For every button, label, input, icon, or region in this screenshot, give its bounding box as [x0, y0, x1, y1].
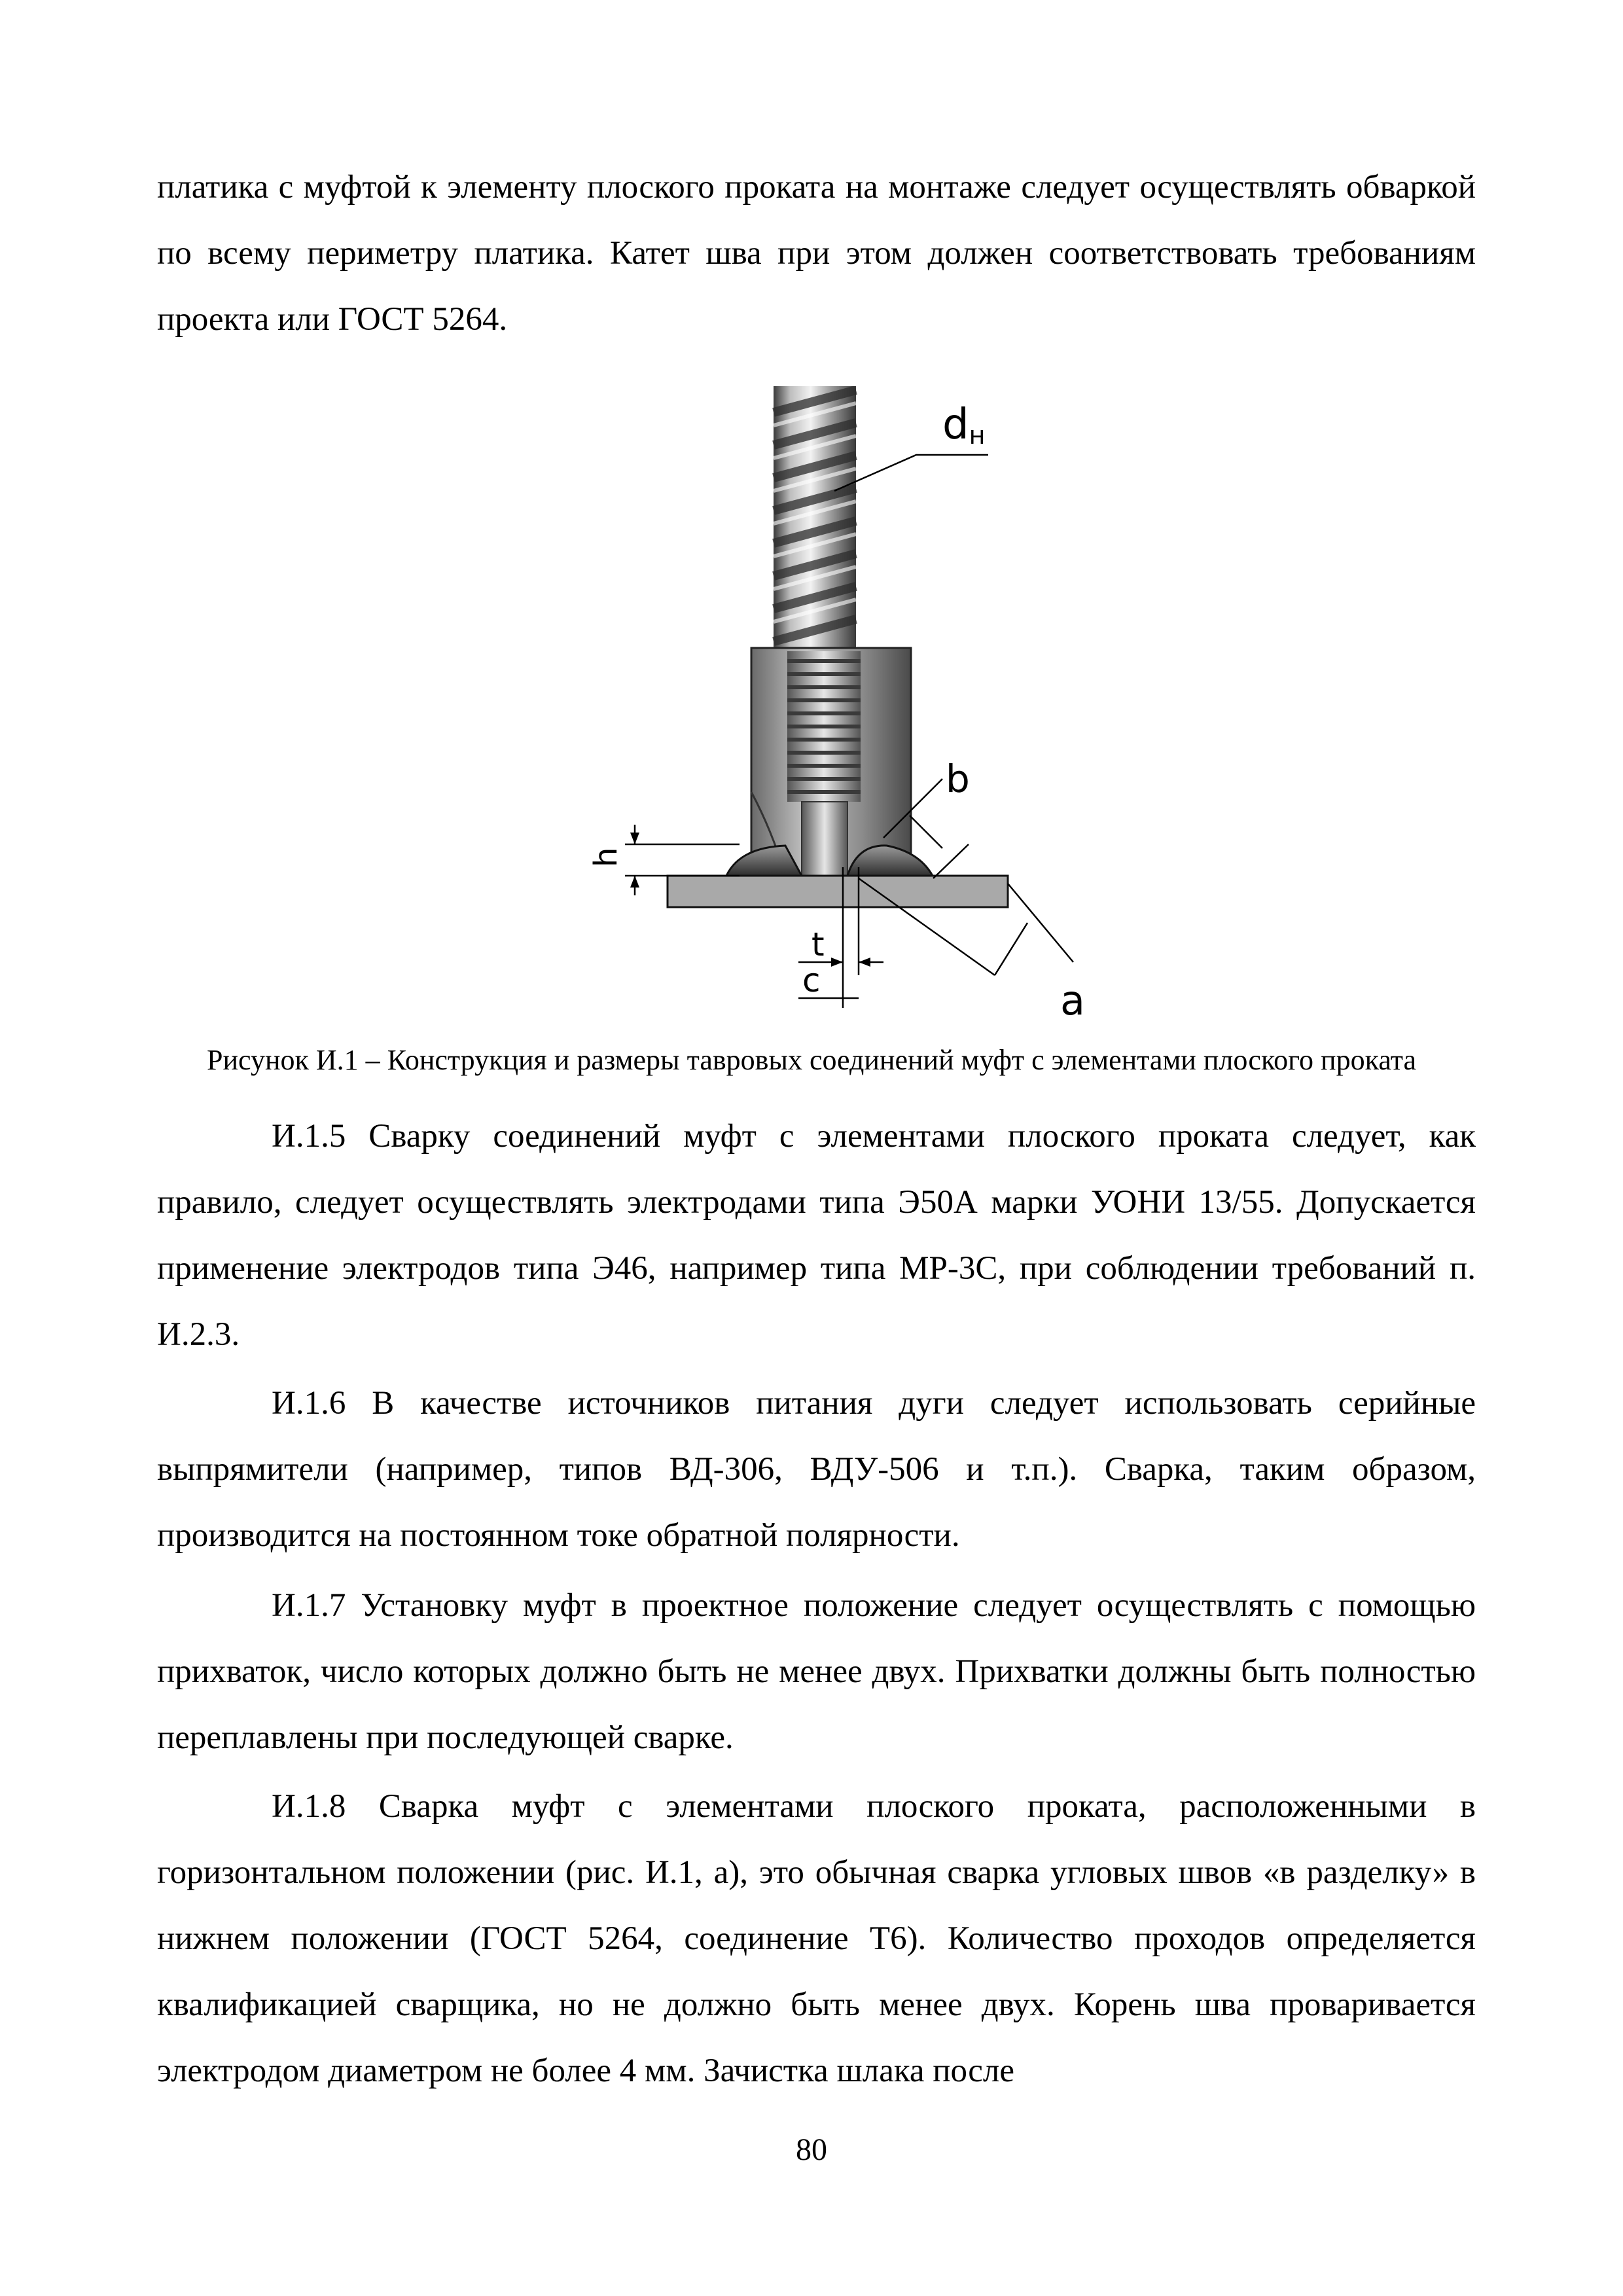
label-b: b: [946, 757, 970, 801]
paragraph-i-1-6: И.1.6 В качестве источников питания дуги следует использовать серийные выпрямители (например, типов ВД-306, ВДУ-506 и т.п.). Сварка, таким образом, производится на постоянном токе обратной полярности.: [157, 1385, 1476, 1554]
intro-paragraph: платика с муфтой к элементу плоского проката на монтаже следует осуществлять обваркой по всему периметру платика. Катет шва при этом должен соответствовать требованиям проекта или ГОСТ 5264.: [157, 169, 1476, 338]
label-t: t: [812, 925, 825, 963]
label-a: a: [1060, 977, 1085, 1024]
tee-joint-figure: [576, 386, 1113, 1028]
coupling-sleeve: [751, 648, 911, 879]
paragraph-i-1-8: И.1.8 Сварка муфт с элементами плоского проката, расположенными в горизонтальном положении (рис. И.1, а), это обычная сварка угловых швов «в разделку» в нижнем положении (ГОСТ 5264, соединение Т6). Количество проходов определяется квалификацией сварщика, но не должно быть менее двух. Корень шва проваривается электродом диаметром не более 4 мм. Зачистка шлака после: [157, 1788, 1476, 2089]
page-number: 80: [796, 2132, 827, 2167]
paragraph-i-1-5: И.1.5 Сварку соединений муфт с элементами плоского проката следует, как правило, следует осуществлять электродами типа Э50А марки УОНИ 13/55. Допускается применение электродов типа Э46, например типа МР-3С, при соблюдении требований п. И.2.3.: [157, 1118, 1476, 1353]
base-plate: [668, 876, 1008, 907]
paragraph-i-1-7: И.1.7 Установку муфт в проектное положение следует осуществлять с помощью прихваток, число которых должно быть не менее двух. Прихватки должны быть полностью переплавлены при последующей сварке.: [157, 1587, 1476, 1756]
rebar-rod: [774, 386, 856, 661]
label-h: h: [588, 847, 624, 867]
label-diameter: dн: [942, 401, 986, 450]
figure-caption: Рисунок И.1 – Конструкция и размеры тавровых соединений муфт с элементами плоского проката: [207, 1044, 1416, 1076]
label-c: c: [802, 961, 821, 999]
